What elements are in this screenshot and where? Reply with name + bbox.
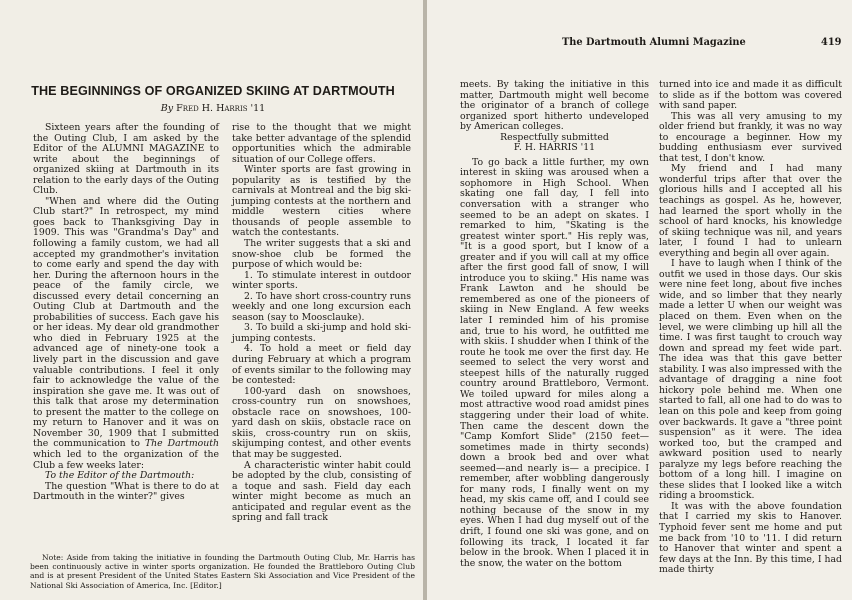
paragraph: 100-yard dash on snowshoes, cross-country run on snowshoes, obstacle race on snowshoes, 100-yard dash on skiis, obstacle race on skiis, cross-country run on skiis, skijumping contest, and other events that may be suggested. <box>232 385 411 460</box>
paragraph: Sixteen years after the founding of the Outing Club, I am asked by the Editor of the ALUMNI MAGAZINE to write about the beginnings of organized skiing at Dartmouth in its relation to the early days of the Outing Club. <box>33 122 219 197</box>
right-page <box>427 0 852 600</box>
paragraph: I have to laugh when I think of the outfit we used in those days. Our skis were nine feet long, about five inches wide, and so limber that they nearly made a letter U when our weight was placed on them. Even when on the level, we were climbing up hill all the time. I was first taught to crouch way down and spread my feet wide part. The idea was that this gave better stability. I was also impressed with the advantage of dragging a nine foot hickory pole behind me. When one started to fall, all one had to do was to lean on this pole and keep from going over backwards. It gave a "three point suspension" as it were. The idea worked too, but the cramped and awkward position used to nearly paralyze my legs before reaching the bottom of a long hill. I imagine on these slides that I looked like a witch riding a broomstick. <box>659 258 842 502</box>
left-page <box>0 0 423 600</box>
paragraph: meets. By taking the initiative in this matter, Dartmouth might well become the originator of a branch of college organized sport hitherto undeveloped by American colleges. <box>460 79 649 133</box>
list-item: 2. To have short cross-country runs weekly and one long excursion each season (say to Moosclauke). <box>232 290 411 323</box>
list-item: 4. To hold a meet or field day during February at which a program of events similar to the following may be contested: <box>232 343 411 387</box>
letter-signature: F. H. HARRIS '11 <box>513 142 596 154</box>
paragraph: turned into ice and made it as difficult to slide as if the bottom was covered with sand paper. <box>659 79 842 112</box>
paragraph: The writer suggests that a ski and snow-shoe club be formed the purpose of which would be: <box>232 238 411 271</box>
page-number: 419 <box>821 37 842 48</box>
article-title: THE BEGINNINGS OF ORGANIZED SKIING AT DARTMOUTH <box>31 84 395 98</box>
editor-note: Note: Aside from taking the initiative in founding the Dartmouth Outing Club, Mr. Harris has been continuously active in winter sports organization. He founded the Brattleboro Outing Club and is at present President of the United States Eastern Ski Association and Vice President of the National Ski Association of America, Inc. [Editor.] <box>30 553 415 590</box>
byline-author: Fred H. Harris '11 <box>176 103 266 114</box>
letter-salutation: To the Editor of the Dartmouth: <box>45 470 195 482</box>
journal-name: The Dartmouth <box>144 438 219 450</box>
paragraph: rise to the thought that we might take better advantage of the splendid opportunities which the admirable situation of our College offers. <box>232 122 411 165</box>
paragraph: This was all very amusing to my older friend but frankly, it was no way to encourage a beginner. How my budding enthusiasm ever survived that test, I don't know. <box>659 110 842 164</box>
left-column-2 <box>232 123 411 524</box>
paragraph: It was with the above foundation that I carried my skis to Hanover. Typhoid fever sent me home and put me back from '10 to '11. I did return to Hanover that winter and spent a few days at the Inn. By this time, I had made thirty <box>659 500 842 576</box>
byline <box>22 103 404 114</box>
purpose-list <box>232 271 411 387</box>
byline-by: By <box>160 103 174 114</box>
paragraph: Winter sports are fast growing in popularity as is testified by the carnivals at Montreal and the big ski-jumping contests at the northern and middle western cities where thousands of people assemble to watch the contestants. <box>232 164 411 239</box>
paragraph: The question "What is there to do at Dartmouth in the winter?" gives <box>33 480 219 503</box>
paragraph: My friend and I had many wonderful trips after that over the glorious hills and I accepted all his teachings as gospel. As he, however, had learned the sport wholly in the school of hard knocks, his knowledge of skiing technique was nil, and years later, I found I had to unlearn everything and begin all over again. <box>659 163 842 259</box>
paragraph: "When and where did the Outing Club start?" In retrospect, my mind goes back to Thanksgiving Day in 1909. This was "Grandma's Day" and following a family custom, we had all accepted my grandmother's invitation to come early and spend the day with her. During the afternoon hours in the peace of the family circle, we discussed every detail concerning an Outing Club at Dartmouth and the probabilities of success. Each gave his or her ideas. My dear old grandmother who died in February 1925 at the advanced age of ninety-one took a lively part in the discussion and gave valuable contributions. I feel it only fair to acknowledge the value of the inspiration she gave me. It was out of this talk that arose my determination to present the matter to the college on my return to Hanover and it was on November 30, 1909 that I submitted the communication to The Dartmouth which led to the organization of the Club a few weeks later: <box>33 195 219 471</box>
right-column-2 <box>659 80 842 576</box>
paragraph: A characteristic winter habit could be adopted by the club, consisting of a toque and sash. Field day each winter might become as much an anticipated and regular event as the spring and fall track <box>232 459 411 524</box>
right-column-1 <box>460 80 649 569</box>
left-column-1 <box>33 123 219 503</box>
paragraph: To go back a little further, my own interest in skiing was aroused when a sophomore in High School. When skating one fall day, I fell into conversation with a stranger who seemed to be an adept on skates. I remarked to him, "Skating is the greatest winter sport." His reply was, "It is a good sport, but I know of a greater and if you will call at my office after the first good fall of snow, I will introduce you to skiing." His name was Frank Lawton and he should be remembered as one of the pioneers of skiing in New England. A few weeks later I reminded him of his promise and, true to his word, he outfitted me with skiis. I shudder when I think of the route he took me over the first day. He seemed to select the very worst and steepest hills of the naturally rugged country around Brattleboro, Vermont. We toiled upward for miles along a most attractive wood road amidst pines staggering under their load of white. Then came the descent down the "Camp Komfort Slide" (2150 feet—sometimes made in thirty seconds) down a brook bed and over what seemed—and nearly is— a precipice. I remember, after wobbling dangerously for many rods, I finally went on my head, my skis came off, and I could see nothing because of the snow in my eyes. When I had dug myself out of the drift, I found one ski was gone, and on following its track, I located it far below in the brook. When I placed it in the snow, the water on the bottom <box>460 156 649 569</box>
list-item: 3. To build a ski-jump and hold ski-jumping contests. <box>232 322 411 344</box>
letter-closing: Respectfully submitted <box>500 131 609 143</box>
list-item: 1. To stimulate interest in outdoor winter sports. <box>232 269 411 292</box>
running-head: The Dartmouth Alumni Magazine <box>562 37 746 48</box>
